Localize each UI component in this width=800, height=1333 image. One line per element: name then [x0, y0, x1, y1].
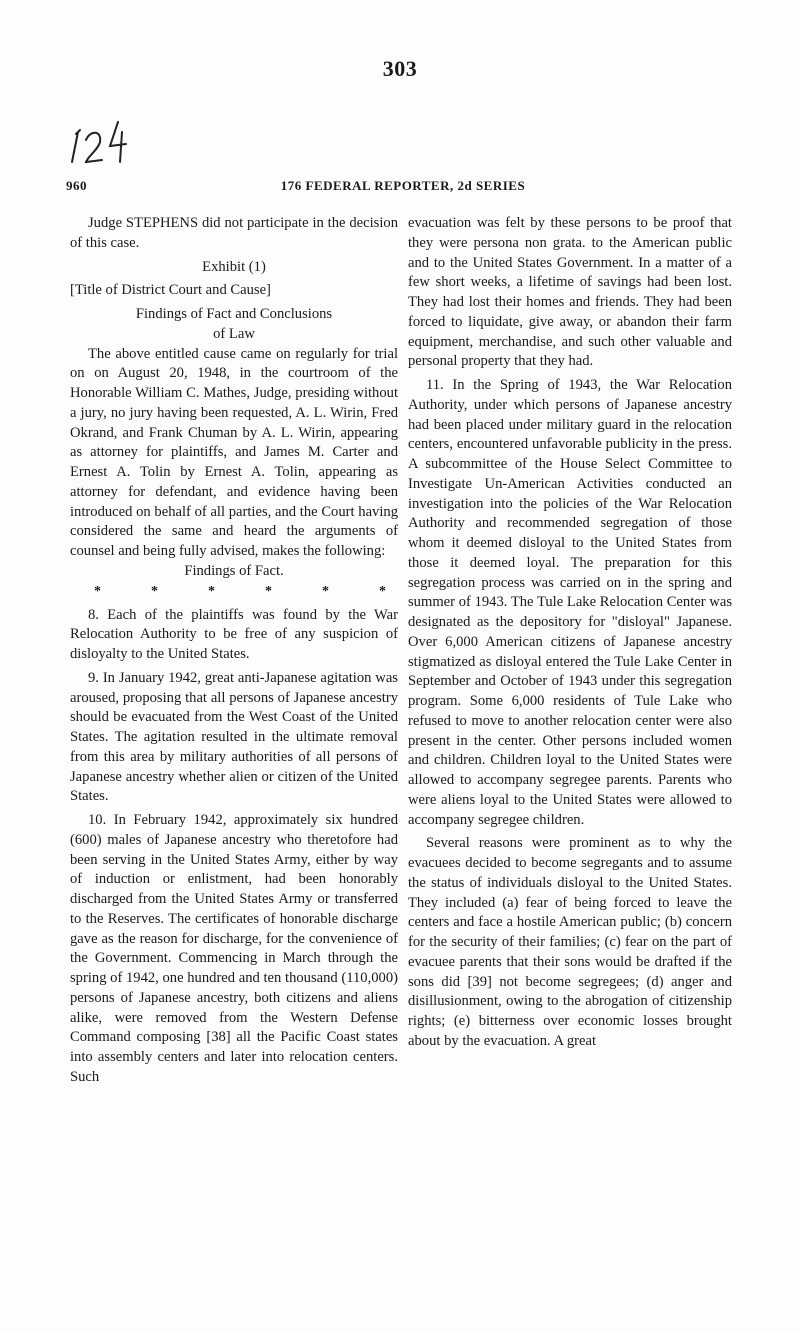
handwritten-note [66, 118, 146, 166]
star: * [94, 583, 101, 599]
paragraph-8: 8. Each of the plaintiffs was found by the War Relocation Authority to be free of any suspicion of disloyalty to the United States. [70, 606, 398, 662]
title-line: [Title of District Court and Cause] [70, 282, 271, 299]
paragraph-stephens: Judge STEPHENS did not participate in the decision of this case. [70, 215, 398, 251]
star: * [265, 583, 272, 599]
findings-heading-line-1: Findings of Fact and Conclusions [135, 306, 333, 322]
ellipsis-stars [70, 582, 398, 602]
paragraph-continuation: evacuation was felt by these persons to be proof that they were persona non grata. to the American public and to the United States Government. In a matter of a few short weeks, a lifetime of savings had been lost. They had lost their homes and friends. They had been forced to liquidate, give away, or abandon their farm equipment, merchandise, and such other valuable and personal property that they had. [408, 215, 732, 370]
running-title: 176 FEDERAL REPORTER, 2d SERIES [280, 178, 526, 193]
paragraph-9: 9. In January 1942, great anti-Japanese agitation was aroused, proposing that all persons of Japanese ancestry should be evacuated from the West Coast of the United States. The agitation resulted in the ultimate removal from this area by military authorities of all persons of Japanese ancestry whether alien or citizen of the United States. [70, 669, 398, 805]
star: * [379, 583, 386, 599]
star: * [151, 583, 158, 599]
findings-of-fact-heading: Findings of Fact. [184, 562, 284, 579]
page-header [66, 178, 740, 198]
paragraph-11: 11. In the Spring of 1943, the War Relocation Authority, under which persons of Japanese ancestry had been placed under military guard in the relocation centers, encountered unfavorable publicity in the press. A subcommittee of the House Select Committee to Investigate Un-American Activities conducted an investigation into the policies of the War Relocation Authority and recommended segregation of those whom it deemed disloyal to the United States from those it deemed loyal. The preparation for this segregation process was carried on in the spring and summer of 1943. The Tule Lake Relocation Center was designated as the depository for "disloyal" Japanese. Over 6,000 American citizens of Japanese ancestry stigmatized as disloyal entered the Tule Lake Center in September and October of 1943 under this segregation program. Some 6,000 residents of Tule Lake who refused to move to another relocation center were also present in the center. Other persons included women and children. Children loyal to the United States were allowed to accompany segregee parents. Parents who were aliens loyal to the United States were allowed to accompany segregee children. [408, 377, 732, 828]
findings-heading-line-2: of Law [213, 325, 255, 342]
page-number: 960 [66, 178, 87, 193]
left-column [70, 214, 398, 1088]
paragraph-reasons: Several reasons were prominent as to why the evacuees decided to become segregants and to assume the status of individuals disloyal to the United States. They included (a) fear of being forced to leave the centers and face a hostile American public; (b) concern for the security of their families; (c) fear on the part of evacuee parents that their sons would be drafted if the sons did [39] not become segregees; (d) anger and disillusionment, owing to the abrogation of citizenship rights; (e) bitterness over economic losses brought about by the evacuation. A great [408, 835, 732, 1049]
paragraph-10: 10. In February 1942, approximately six hundred (600) males of Japanese ancestry who theretofore had been serving in the United States Army, either by way of induction or enlistment, had been honorably discharged from the United States Army or transferred to the Reserves. The certificates of honorable discharge gave as the reason for discharge, for the convenience of the Government. Commencing in March through the spring of 1942, one hundred and ten thousand (110,000) persons of Japanese ancestry, both citizens and aliens alike, were removed from the Western Defense Command composing [38] all the Pacific Coast states into assembly centers and later into relocation centers. Such [70, 812, 398, 1085]
star: * [322, 583, 329, 599]
star: * [208, 583, 215, 599]
exhibit-heading: Exhibit (1) [202, 258, 266, 275]
right-column [408, 214, 732, 1052]
paragraph-intro: The above entitled cause came on regularly for trial on on August 20, 1948, in the courtroom of the Honorable William C. Mathes, Judge, presiding without a jury, no jury having been requested, A. L. Wirin, Fred Okrand, and Frank Chuman by A. L. Wirin, appearing as attorney for plaintiffs, and James M. Carter and Ernest A. Tolin by Ernest A. Tolin, appearing as attorney for defendant, and evidence having been introduced on behalf of all parties, and the Court having considered the same and heard the arguments of counsel and being fully advised, makes the following: [70, 345, 398, 559]
page-stamp-number: 303 [382, 56, 418, 81]
